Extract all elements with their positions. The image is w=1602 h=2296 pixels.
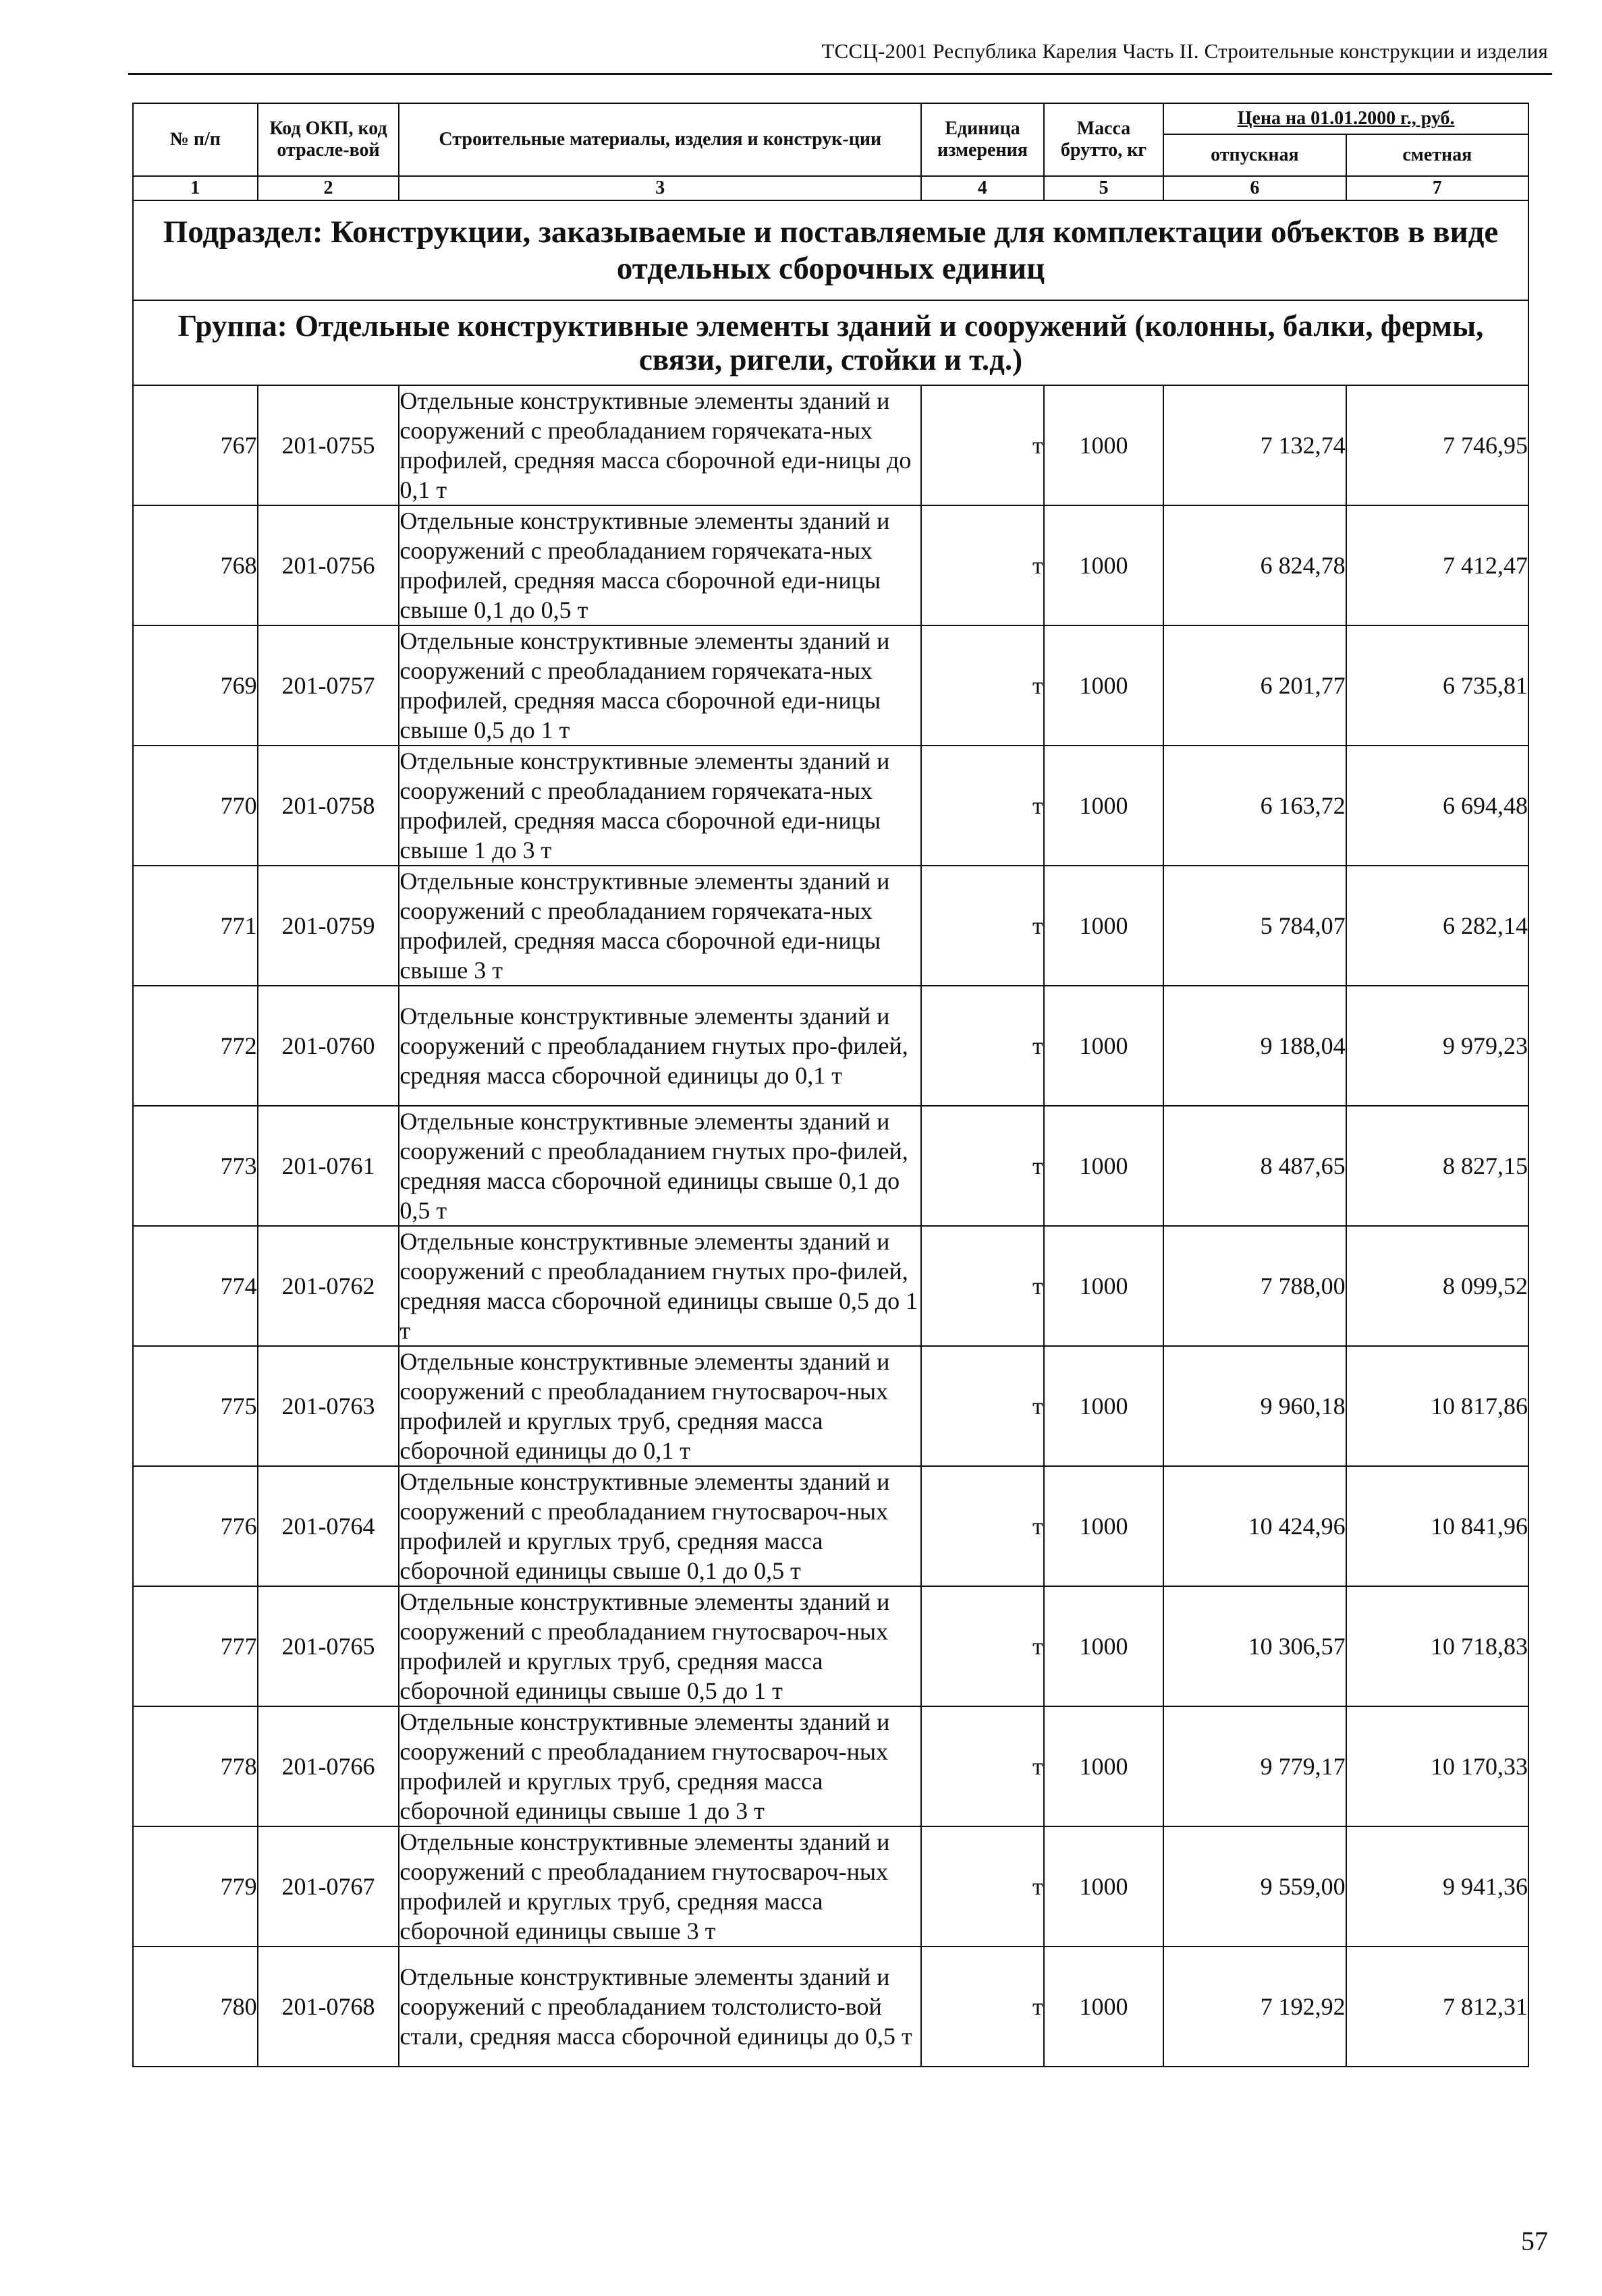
item-description: Отдельные конструктивные элементы зданий и сооружений с преобладанием гнутых про-филей, средняя масса сборочной единицы свыше 0,1 до 0,5 т — [399, 1106, 921, 1226]
okp-code: 201-0764 — [258, 1466, 399, 1586]
price-estimate: 9 979,23 — [1346, 986, 1528, 1106]
table-row — [133, 385, 1528, 505]
table-row — [133, 866, 1528, 986]
price-sale: 7 132,74 — [1163, 385, 1346, 505]
subsection-title: Подраздел: Конструкции, заказываемые и поставляемые для комплектации объектов в виде отдельных сборочных единиц — [133, 200, 1528, 300]
row-number: 780 — [133, 1947, 258, 2067]
gross-mass: 1000 — [1044, 1226, 1164, 1346]
item-description: Отдельные конструктивные элементы зданий и сооружений с преобладанием гнутых про-филей, средняя масса сборочной единицы свыше 0,5 до 1 т — [399, 1226, 921, 1346]
gross-mass: 1000 — [1044, 1947, 1164, 2067]
price-estimate: 10 817,86 — [1346, 1346, 1528, 1466]
price-table — [132, 103, 1529, 2067]
row-number: 777 — [133, 1586, 258, 1706]
table-row — [133, 1466, 1528, 1586]
page-number: 57 — [1521, 2226, 1548, 2256]
item-description: Отдельные конструктивные элементы зданий и сооружений с преобладанием гнутосвароч-ных профилей и круглых труб, средняя масса сборочной единицы свыше 1 до 3 т — [399, 1706, 921, 1826]
header-price-estimate: сметная — [1346, 134, 1528, 176]
price-sale: 8 487,65 — [1163, 1106, 1346, 1226]
table-row — [133, 1346, 1528, 1466]
gross-mass: 1000 — [1044, 746, 1164, 866]
price-estimate: 10 170,33 — [1346, 1706, 1528, 1826]
table-row — [133, 1706, 1528, 1826]
item-description: Отдельные конструктивные элементы зданий и сооружений с преобладанием горячеката-ных профилей, средняя масса сборочной еди-ницы свыше 0,5 до 1 т — [399, 625, 921, 746]
header-name: Строительные материалы, изделия и конструк-ции — [399, 103, 921, 176]
price-estimate: 10 718,83 — [1346, 1586, 1528, 1706]
item-description: Отдельные конструктивные элементы зданий и сооружений с преобладанием гнутосвароч-ных профилей и круглых труб, средняя масса сборочной единицы свыше 3 т — [399, 1826, 921, 1947]
price-estimate: 7 412,47 — [1346, 505, 1528, 625]
unit-of-measure: т — [921, 1466, 1044, 1586]
header-num: № п/п — [133, 103, 258, 176]
header-code: Код ОКП, код отрасле-вой — [258, 103, 399, 176]
price-estimate: 6 735,81 — [1346, 625, 1528, 746]
running-head: ТССЦ-2001 Республика Карелия Часть II. Строительные конструкции и изделия — [821, 39, 1548, 63]
okp-code: 201-0765 — [258, 1586, 399, 1706]
item-description: Отдельные конструктивные элементы зданий и сооружений с преобладанием горячеката-ных профилей, средняя масса сборочной еди-ницы свыше 3 т — [399, 866, 921, 986]
price-estimate: 9 941,36 — [1346, 1826, 1528, 1947]
item-description: Отдельные конструктивные элементы зданий и сооружений с преобладанием гнутых про-филей, средняя масса сборочной единицы до 0,1 т — [399, 986, 921, 1106]
unit-of-measure: т — [921, 1947, 1044, 2067]
table-row — [133, 746, 1528, 866]
gross-mass: 1000 — [1044, 1466, 1164, 1586]
column-number: 3 — [399, 176, 921, 200]
gross-mass: 1000 — [1044, 1586, 1164, 1706]
unit-of-measure: т — [921, 385, 1044, 505]
price-sale: 9 779,17 — [1163, 1706, 1346, 1826]
row-number: 772 — [133, 986, 258, 1106]
okp-code: 201-0763 — [258, 1346, 399, 1466]
table-row — [133, 1226, 1528, 1346]
price-sale: 7 788,00 — [1163, 1226, 1346, 1346]
price-sale: 5 784,07 — [1163, 866, 1346, 986]
unit-of-measure: т — [921, 1706, 1044, 1826]
gross-mass: 1000 — [1044, 625, 1164, 746]
item-description: Отдельные конструктивные элементы зданий и сооружений с преобладанием гнутосвароч-ных профилей и круглых труб, средняя масса сборочной единицы до 0,1 т — [399, 1346, 921, 1466]
group-title: Группа: Отдельные конструктивные элементы зданий и сооружений (колонны, балки, фермы, связи, ригели, стойки и т.д.) — [133, 300, 1528, 385]
unit-of-measure: т — [921, 1226, 1044, 1346]
column-number: 4 — [921, 176, 1044, 200]
unit-of-measure: т — [921, 1346, 1044, 1466]
gross-mass: 1000 — [1044, 866, 1164, 986]
price-sale: 6 201,77 — [1163, 625, 1346, 746]
gross-mass: 1000 — [1044, 385, 1164, 505]
okp-code: 201-0759 — [258, 866, 399, 986]
row-number: 775 — [133, 1346, 258, 1466]
gross-mass: 1000 — [1044, 986, 1164, 1106]
gross-mass: 1000 — [1044, 1346, 1164, 1466]
okp-code: 201-0761 — [258, 1106, 399, 1226]
row-number: 778 — [133, 1706, 258, 1826]
row-number: 779 — [133, 1826, 258, 1947]
row-number: 767 — [133, 385, 258, 505]
item-description: Отдельные конструктивные элементы зданий и сооружений с преобладанием толстолисто-вой стали, средняя масса сборочной единицы до 0,5 т — [399, 1947, 921, 2067]
okp-code: 201-0768 — [258, 1947, 399, 2067]
row-number: 773 — [133, 1106, 258, 1226]
row-number: 776 — [133, 1466, 258, 1586]
unit-of-measure: т — [921, 1106, 1044, 1226]
table-row — [133, 986, 1528, 1106]
unit-of-measure: т — [921, 505, 1044, 625]
okp-code: 201-0757 — [258, 625, 399, 746]
column-number: 2 — [258, 176, 399, 200]
unit-of-measure: т — [921, 986, 1044, 1106]
item-description: Отдельные конструктивные элементы зданий и сооружений с преобладанием горячеката-ных профилей, средняя масса сборочной еди-ницы свыше 1 до 3 т — [399, 746, 921, 866]
price-sale: 6 163,72 — [1163, 746, 1346, 866]
okp-code: 201-0767 — [258, 1826, 399, 1947]
row-number: 770 — [133, 746, 258, 866]
column-number: 7 — [1346, 176, 1528, 200]
price-sale: 10 424,96 — [1163, 1466, 1346, 1586]
unit-of-measure: т — [921, 1826, 1044, 1947]
price-estimate: 8 099,52 — [1346, 1226, 1528, 1346]
okp-code: 201-0762 — [258, 1226, 399, 1346]
price-estimate: 6 694,48 — [1346, 746, 1528, 866]
table-row — [133, 1947, 1528, 2067]
price-estimate: 7 812,31 — [1346, 1947, 1528, 2067]
okp-code: 201-0760 — [258, 986, 399, 1106]
header-mass: Масса брутто, кг — [1044, 103, 1164, 176]
row-number: 771 — [133, 866, 258, 986]
gross-mass: 1000 — [1044, 1826, 1164, 1947]
row-number: 768 — [133, 505, 258, 625]
header-unit: Единица измерения — [921, 103, 1044, 176]
header-rule — [128, 73, 1552, 75]
price-estimate: 8 827,15 — [1346, 1106, 1528, 1226]
header-price-sale: отпускная — [1163, 134, 1346, 176]
table-row — [133, 625, 1528, 746]
price-sale: 9 960,18 — [1163, 1346, 1346, 1466]
price-estimate: 10 841,96 — [1346, 1466, 1528, 1586]
price-sale: 9 188,04 — [1163, 986, 1346, 1106]
okp-code: 201-0756 — [258, 505, 399, 625]
item-description: Отдельные конструктивные элементы зданий и сооружений с преобладанием гнутосвароч-ных профилей и круглых труб, средняя масса сборочной единицы свыше 0,5 до 1 т — [399, 1586, 921, 1706]
price-sale: 6 824,78 — [1163, 505, 1346, 625]
item-description: Отдельные конструктивные элементы зданий и сооружений с преобладанием горячеката-ных профилей, средняя масса сборочной еди-ницы свыше 0,1 до 0,5 т — [399, 505, 921, 625]
price-estimate: 6 282,14 — [1346, 866, 1528, 986]
table-row — [133, 505, 1528, 625]
row-number: 769 — [133, 625, 258, 746]
item-description: Отдельные конструктивные элементы зданий и сооружений с преобладанием горячеката-ных профилей, средняя масса сборочной еди-ницы до 0,1 т — [399, 385, 921, 505]
unit-of-measure: т — [921, 1586, 1044, 1706]
okp-code: 201-0758 — [258, 746, 399, 866]
table-row — [133, 1586, 1528, 1706]
unit-of-measure: т — [921, 746, 1044, 866]
item-description: Отдельные конструктивные элементы зданий и сооружений с преобладанием гнутосвароч-ных профилей и круглых труб, средняя масса сборочной единицы свыше 0,1 до 0,5 т — [399, 1466, 921, 1586]
gross-mass: 1000 — [1044, 1706, 1164, 1826]
price-sale: 7 192,92 — [1163, 1947, 1346, 2067]
column-number: 1 — [133, 176, 258, 200]
price-sale: 9 559,00 — [1163, 1826, 1346, 1947]
column-number: 6 — [1163, 176, 1346, 200]
okp-code: 201-0755 — [258, 385, 399, 505]
row-number: 774 — [133, 1226, 258, 1346]
gross-mass: 1000 — [1044, 505, 1164, 625]
okp-code: 201-0766 — [258, 1706, 399, 1826]
gross-mass: 1000 — [1044, 1106, 1164, 1226]
column-number: 5 — [1044, 176, 1164, 200]
header-price-group: Цена на 01.01.2000 г., руб. — [1163, 103, 1528, 134]
price-sale: 10 306,57 — [1163, 1586, 1346, 1706]
table-row — [133, 1826, 1528, 1947]
price-estimate: 7 746,95 — [1346, 385, 1528, 505]
unit-of-measure: т — [921, 625, 1044, 746]
table-row — [133, 1106, 1528, 1226]
unit-of-measure: т — [921, 866, 1044, 986]
